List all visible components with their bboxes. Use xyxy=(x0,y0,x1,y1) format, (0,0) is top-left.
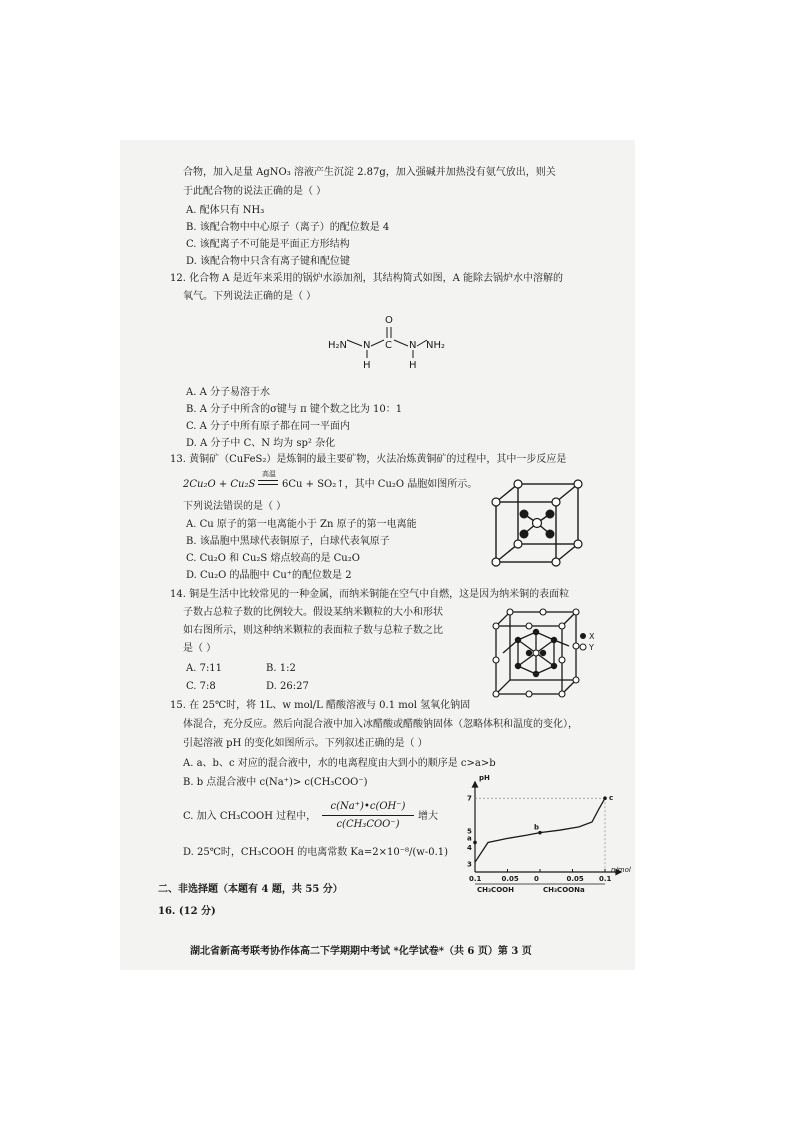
nanoparticle-lattice-figure xyxy=(488,606,600,702)
q12-option-d: D. A 分子中 C、N 均为 sp² 杂化 xyxy=(186,438,336,449)
point-a xyxy=(473,841,477,845)
q15-option-c-suffix: 增大 xyxy=(418,811,438,822)
q15-option-d: D. 25℃时，CH₃COOH 的电离常数 Ka=2×10⁻⁸/(w-0.1) xyxy=(183,847,449,858)
legend-x-label: X xyxy=(589,632,595,641)
q12-option-a: A. A 分子易溶于水 xyxy=(186,387,270,398)
y-axis-arrow xyxy=(473,782,478,787)
point-c xyxy=(603,796,607,800)
q13-equation-condition: 高温 xyxy=(262,470,276,478)
point-label-c: c xyxy=(609,794,614,803)
q12-option-c: C. A 分子中所有原子都在同一平面内 xyxy=(186,421,351,432)
q15-option-c-prefix: C. 加入 CH₃COOH 过程中， xyxy=(183,811,317,822)
q15-option-b: B. b 点混合液中 c(Na⁺)> c(CH₃COO⁻) xyxy=(183,777,368,788)
q13-equation-arrow2 xyxy=(258,484,278,487)
q14-option-c: C. 7:8 xyxy=(186,681,216,692)
x-tick-label: 0.1 xyxy=(469,875,482,883)
q13-option-c: C. Cu₂O 和 Cu₂S 熔点较高的是 Cu₂O xyxy=(186,553,360,564)
y-tick-label: 5 xyxy=(467,827,472,836)
atom-n-left: N xyxy=(363,340,371,351)
q15-line2: 体混合，充分反应。然后向混合液中加入冰醋酸或醋酸钠固体（忽略体积和温度的变化）， xyxy=(183,719,578,730)
x-tick-label: 0.05 xyxy=(501,875,519,883)
hydrazide-structure xyxy=(320,308,460,376)
q15-line1: 15. 在 25℃时，将 1L、w mol/L 醋酸溶液与 0.1 mol 氢氧化钠固 xyxy=(170,700,471,711)
q14-line2: 子数占总粒子数的比例较大。假设某纳米颗粒的大小和形状 xyxy=(183,607,443,618)
cu-atom xyxy=(546,530,555,539)
atom-c: C xyxy=(385,340,392,351)
atom-o: O xyxy=(385,315,393,326)
q11-option-a: A. 配体只有 NH₃ xyxy=(186,205,265,216)
q11-option-b: B. 该配合物中中心原子（离子）的配位数是 4 xyxy=(186,222,390,233)
x-axis-label: n/mol xyxy=(611,866,631,874)
o-atom-corner xyxy=(514,540,522,548)
o-atom-corner xyxy=(514,480,522,488)
q14-option-a: A. 7:11 xyxy=(186,663,223,674)
q14-option-b: B. 1:2 xyxy=(266,663,296,674)
q11-line2: 于此配合物的说法正确的是（ ） xyxy=(183,186,327,197)
q15-option-c-denominator: c(CH₃COO⁻) xyxy=(336,819,400,830)
q15-line3: 引起溶液 pH 的变化如图所示。下列叙述正确的是（ ） xyxy=(183,738,428,749)
page-footer: 湖北省新高考联考协作体高二下学期期中考试 *化学试卷*（共 6 页）第 3 页 xyxy=(190,946,532,957)
q13-line1: 13. 黄铜矿（CuFeS₂）是炼铜的最主要矿物，火法冶炼黄铜矿的过程中，其中一步反应是 xyxy=(170,454,567,465)
q13-equation-arrow xyxy=(258,480,278,483)
group-nh2-right: NH₂ xyxy=(426,340,446,351)
q13-option-d: D. Cu₂O 的晶胞中 Cu⁺的配位数是 2 xyxy=(186,570,352,581)
q13-option-a: A. Cu 原子的第一电离能小于 Zn 原子的第一电离能 xyxy=(186,519,417,530)
x-group-label-ch3cooh: CH₃COOH xyxy=(477,886,514,894)
q11-option-d: D. 该配合物中只含有离子键和配位键 xyxy=(186,256,351,267)
x-tick-label: 0.05 xyxy=(566,875,584,883)
o-atom-corner xyxy=(574,540,582,548)
section-heading: 二、非选择题（本题有 4 题，共 55 分） xyxy=(158,884,343,895)
q13-option-b: B. 该晶胞中黑球代表铜原子，白球代表氧原子 xyxy=(186,536,390,547)
point-label-b: b xyxy=(534,823,540,832)
group-nh2-left: H₂N xyxy=(328,340,348,351)
q13-equation-left: 2Cu₂O + Cu₂S xyxy=(183,479,256,490)
y-tick-label: 7 xyxy=(467,794,472,803)
o-atom-corner xyxy=(574,480,582,488)
ph-chart xyxy=(455,772,635,900)
q13-line3: 下列说法错误的是（ ） xyxy=(183,501,287,512)
y-tick-label: 4 xyxy=(467,843,472,852)
o-atom-corner xyxy=(492,498,500,506)
q14-line1: 14. 铜是生活中比较常见的一种金属，而纳米铜能在空气中自燃，这是因为纳米铜的表面粒 xyxy=(170,589,570,600)
atom-h-left: H xyxy=(363,360,371,371)
legend-y-label: Y xyxy=(589,643,594,652)
y-tick-label: 3 xyxy=(467,860,472,869)
legend-y-marker xyxy=(580,644,586,650)
legend-x-marker xyxy=(580,633,586,639)
x-tick-label: 0.1 xyxy=(599,875,612,883)
q14-line3: 如右图所示，则这种纳米颗粒的表面粒子数与总粒子数之比 xyxy=(183,625,443,636)
q14-option-d: D. 26:27 xyxy=(266,681,309,692)
o-atom-corner xyxy=(552,558,560,566)
cu-atom xyxy=(520,530,529,539)
q12-option-b: B. A 分子中所含的σ键与 π 键个数之比为 10：1 xyxy=(186,404,403,415)
point-label-a: a xyxy=(467,834,472,843)
q13-equation-right: 6Cu + SO₂↑，其中 Cu₂O 晶胞如图所示。 xyxy=(282,479,478,490)
x-group-label-ch3coona: CH₃COONa xyxy=(543,886,585,894)
cu-atom xyxy=(546,510,555,519)
ph-curve xyxy=(475,798,605,862)
o-atom-corner xyxy=(552,498,560,506)
cu2o-unit-cell-figure xyxy=(488,478,588,570)
atom-h-right: H xyxy=(409,360,417,371)
cu-atom xyxy=(520,510,529,519)
q12-line2: 氧气。下列说法正确的是（ ） xyxy=(183,291,317,302)
y-axis-label: pH xyxy=(479,774,490,782)
q14-line4: 是（ ） xyxy=(183,643,217,654)
q11-line1: 合物，加入足量 AgNO₃ 溶液产生沉淀 2.87g，加入强碱并加热没有氨气放出，则关 xyxy=(183,167,556,178)
q16-heading: 16. (12 分) xyxy=(158,906,216,917)
x-tick-label: 0 xyxy=(534,875,539,883)
q11-option-c: C. 该配离子不可能是平面正方形结构 xyxy=(186,239,350,250)
o-atom-center xyxy=(533,519,542,528)
q12-line1: 12. 化合物 A 是近年来采用的锅炉水添加剂，其结构简式如图，A 能除去锅炉水中溶解的 xyxy=(170,273,564,284)
q15-option-a: A. a、b、c 对应的混合液中，水的电离程度由大到小的顺序是 c>a>b xyxy=(183,758,496,769)
o-atom-corner xyxy=(492,558,500,566)
atom-n-right: N xyxy=(409,340,417,351)
q15-option-c-numerator: c(Na⁺)•c(OH⁻) xyxy=(330,801,406,812)
q15-option-c-fraction-bar xyxy=(322,815,414,817)
